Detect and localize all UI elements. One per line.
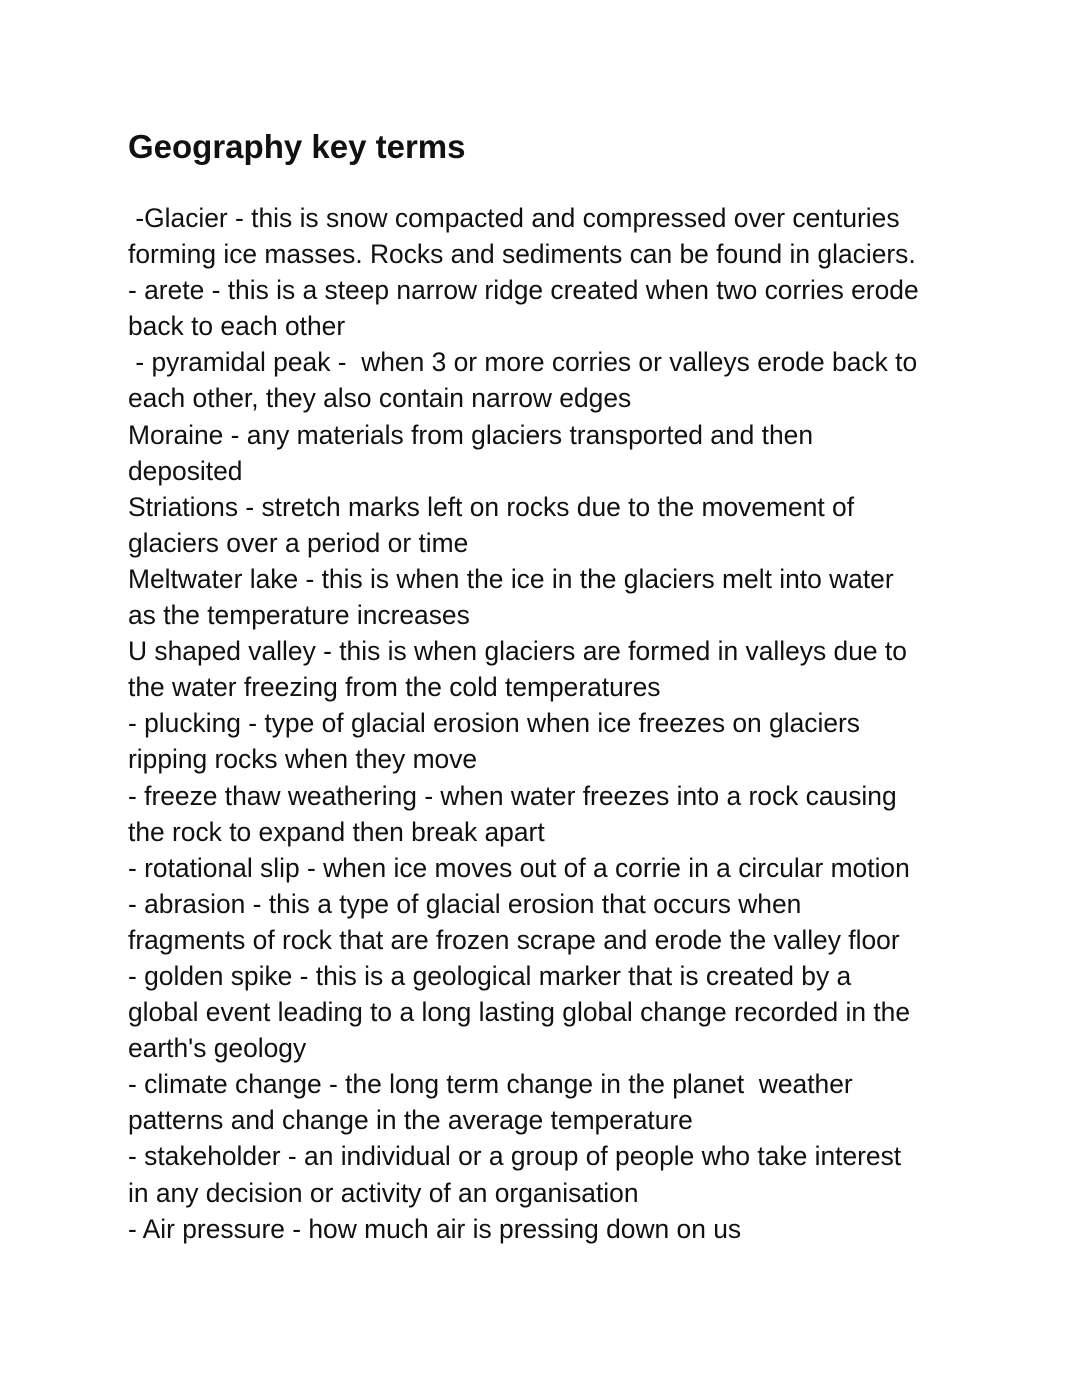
- text-line: the water freezing from the cold temperatures: [128, 672, 661, 703]
- text-line: Moraine - any materials from glaciers transported and then: [128, 419, 814, 450]
- text-line: Striations - stretch marks left on rocks due to the movement of: [128, 491, 855, 522]
- text-line: earth's geology: [128, 1033, 307, 1064]
- text-line: - golden spike - this is a geological marker that is created by a: [128, 960, 852, 991]
- document-title: Geography key terms: [128, 128, 466, 165]
- text-line: fragments of rock that are frozen scrape and erode the valley floor: [128, 924, 900, 955]
- text-line: - arete - this is a steep narrow ridge created when two corries erode: [128, 275, 919, 306]
- text-line: - Air pressure - how much air is pressing down on us: [128, 1213, 742, 1244]
- text-line: each other, they also contain narrow edges: [128, 383, 632, 414]
- text-line: - abrasion - this a type of glacial erosion that occurs when: [128, 888, 802, 919]
- text-line: patterns and change in the average temperature: [128, 1105, 693, 1136]
- text-line: in any decision or activity of an organisation: [128, 1177, 639, 1208]
- text-line: ripping rocks when they move: [128, 744, 478, 775]
- text-line: - pyramidal peak - when 3 or more corries or valleys erode back to: [128, 347, 918, 378]
- text-line: - rotational slip - when ice moves out of a corrie in a circular motion: [128, 852, 910, 883]
- text-line: Meltwater lake - this is when the ice in the glaciers melt into water: [128, 563, 894, 594]
- text-line: - climate change - the long term change in the planet weather: [128, 1069, 853, 1100]
- text-line: - stakeholder - an individual or a group of people who take interest: [128, 1141, 902, 1172]
- text-line: - plucking - type of glacial erosion when ice freezes on glaciers: [128, 708, 860, 739]
- text-line: -Glacier - this is snow compacted and compressed over centuries: [128, 203, 900, 233]
- document-page: [128, 122, 968, 1247]
- text-line: U shaped valley - this is when glaciers are formed in valleys due to: [128, 636, 907, 667]
- text-line: the rock to expand then break apart: [128, 816, 545, 847]
- text-line: forming ice masses. Rocks and sediments can be found in glaciers.: [128, 239, 916, 270]
- text-line: - freeze thaw weathering - when water freezes into a rock causing: [128, 780, 897, 811]
- text-line: deposited: [128, 455, 243, 486]
- text-line: back to each other: [128, 311, 346, 342]
- text-line: glaciers over a period or time: [128, 527, 469, 558]
- text-line: global event leading to a long lasting global change recorded in the: [128, 997, 911, 1028]
- text-line: as the temperature increases: [128, 600, 470, 631]
- key-terms-text: [128, 200, 968, 1247]
